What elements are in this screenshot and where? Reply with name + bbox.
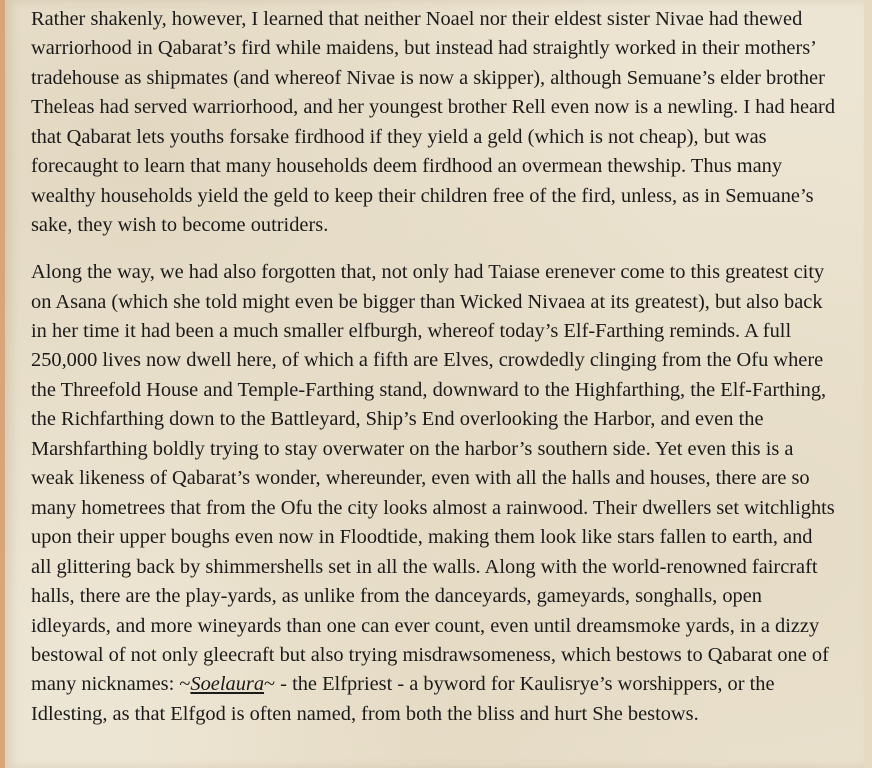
- paragraph-2-text-before: Along the way, we had also forgotten that, not only had Taiase erenever come to this greatest city on Asana (which she told might even be bigger than Wicked Nivaea at its greatest), but also back in her time it had been a much smaller elfburgh, whereof today’s Elf-Farthing reminds. A full 250,000 lives now dwell here, of which a fifth are Elves, crowdedly clinging from the Ofu where the Threefold House and Temple-Farthing stand, downward to the Highfarthing, the Elf-Farthing, the Richfarthing down to the Battleyard, Ship’s End overlooking the Harbor, and even the Marshfarthing boldly trying to stay overwater on the harbor’s southern side. Yet even this is a weak likeness of Qabarat’s wonder, whereunder, even with all the halls and houses, there are so many hometrees that from the Ofu the city looks almost a rainwood. Their dwellers set witchlights upon their upper boughs even now in Floodtide, making them look like stars fallen to earth, and all glittering back by shimmershells set in all the walls. Along with the world-renowned faircraft halls, there are the play-yards, as unlike from the danceyards, gameyards, songhalls, open idleyards, and more wineyards than one can ever count, even until dreamsmoke yards, in a dizzy bestowal of not only gleecraft but also trying misdrawsomeness, which bestows to Qabarat one of many nicknames: ~: [31, 261, 835, 696]
- parchment-page: [5, 0, 864, 768]
- paragraph-1: Rather shakenly, however, I learned that neither Noael nor their eldest sister Nivae had thewed warriorhood in Qabarat’s fird while maidens, but instead had straightly worked in their mothers’ tradehouse as shipmates (and whereof Nivae is now a skipper), although Semuane’s elder brother Theleas had served warriorhood, and her youngest brother Rell even now is a newling. I had heard that Qabarat lets youths forsake firdhood if they yield a geld (which is not cheap), but was forecaught to learn that many households deem firdhood an overmean thewship. Thus many wealthy households yield the geld to keep their children free of the fird, unless, as in Semuane’s sake, they wish to become outriders.: [31, 8, 836, 237]
- emphasized-term: Soelaura: [190, 673, 265, 696]
- page-right-edge: [864, 0, 872, 768]
- paragraph-2: [31, 258, 837, 729]
- text-body: [31, 5, 837, 747]
- paragraph-2-text-after: ~ - the Elfpriest - a byword for Kaulisrye’s worshippers, or the Idlesting, as that Elfgod is often named, from both the bliss and hurt She bestows.: [31, 673, 775, 725]
